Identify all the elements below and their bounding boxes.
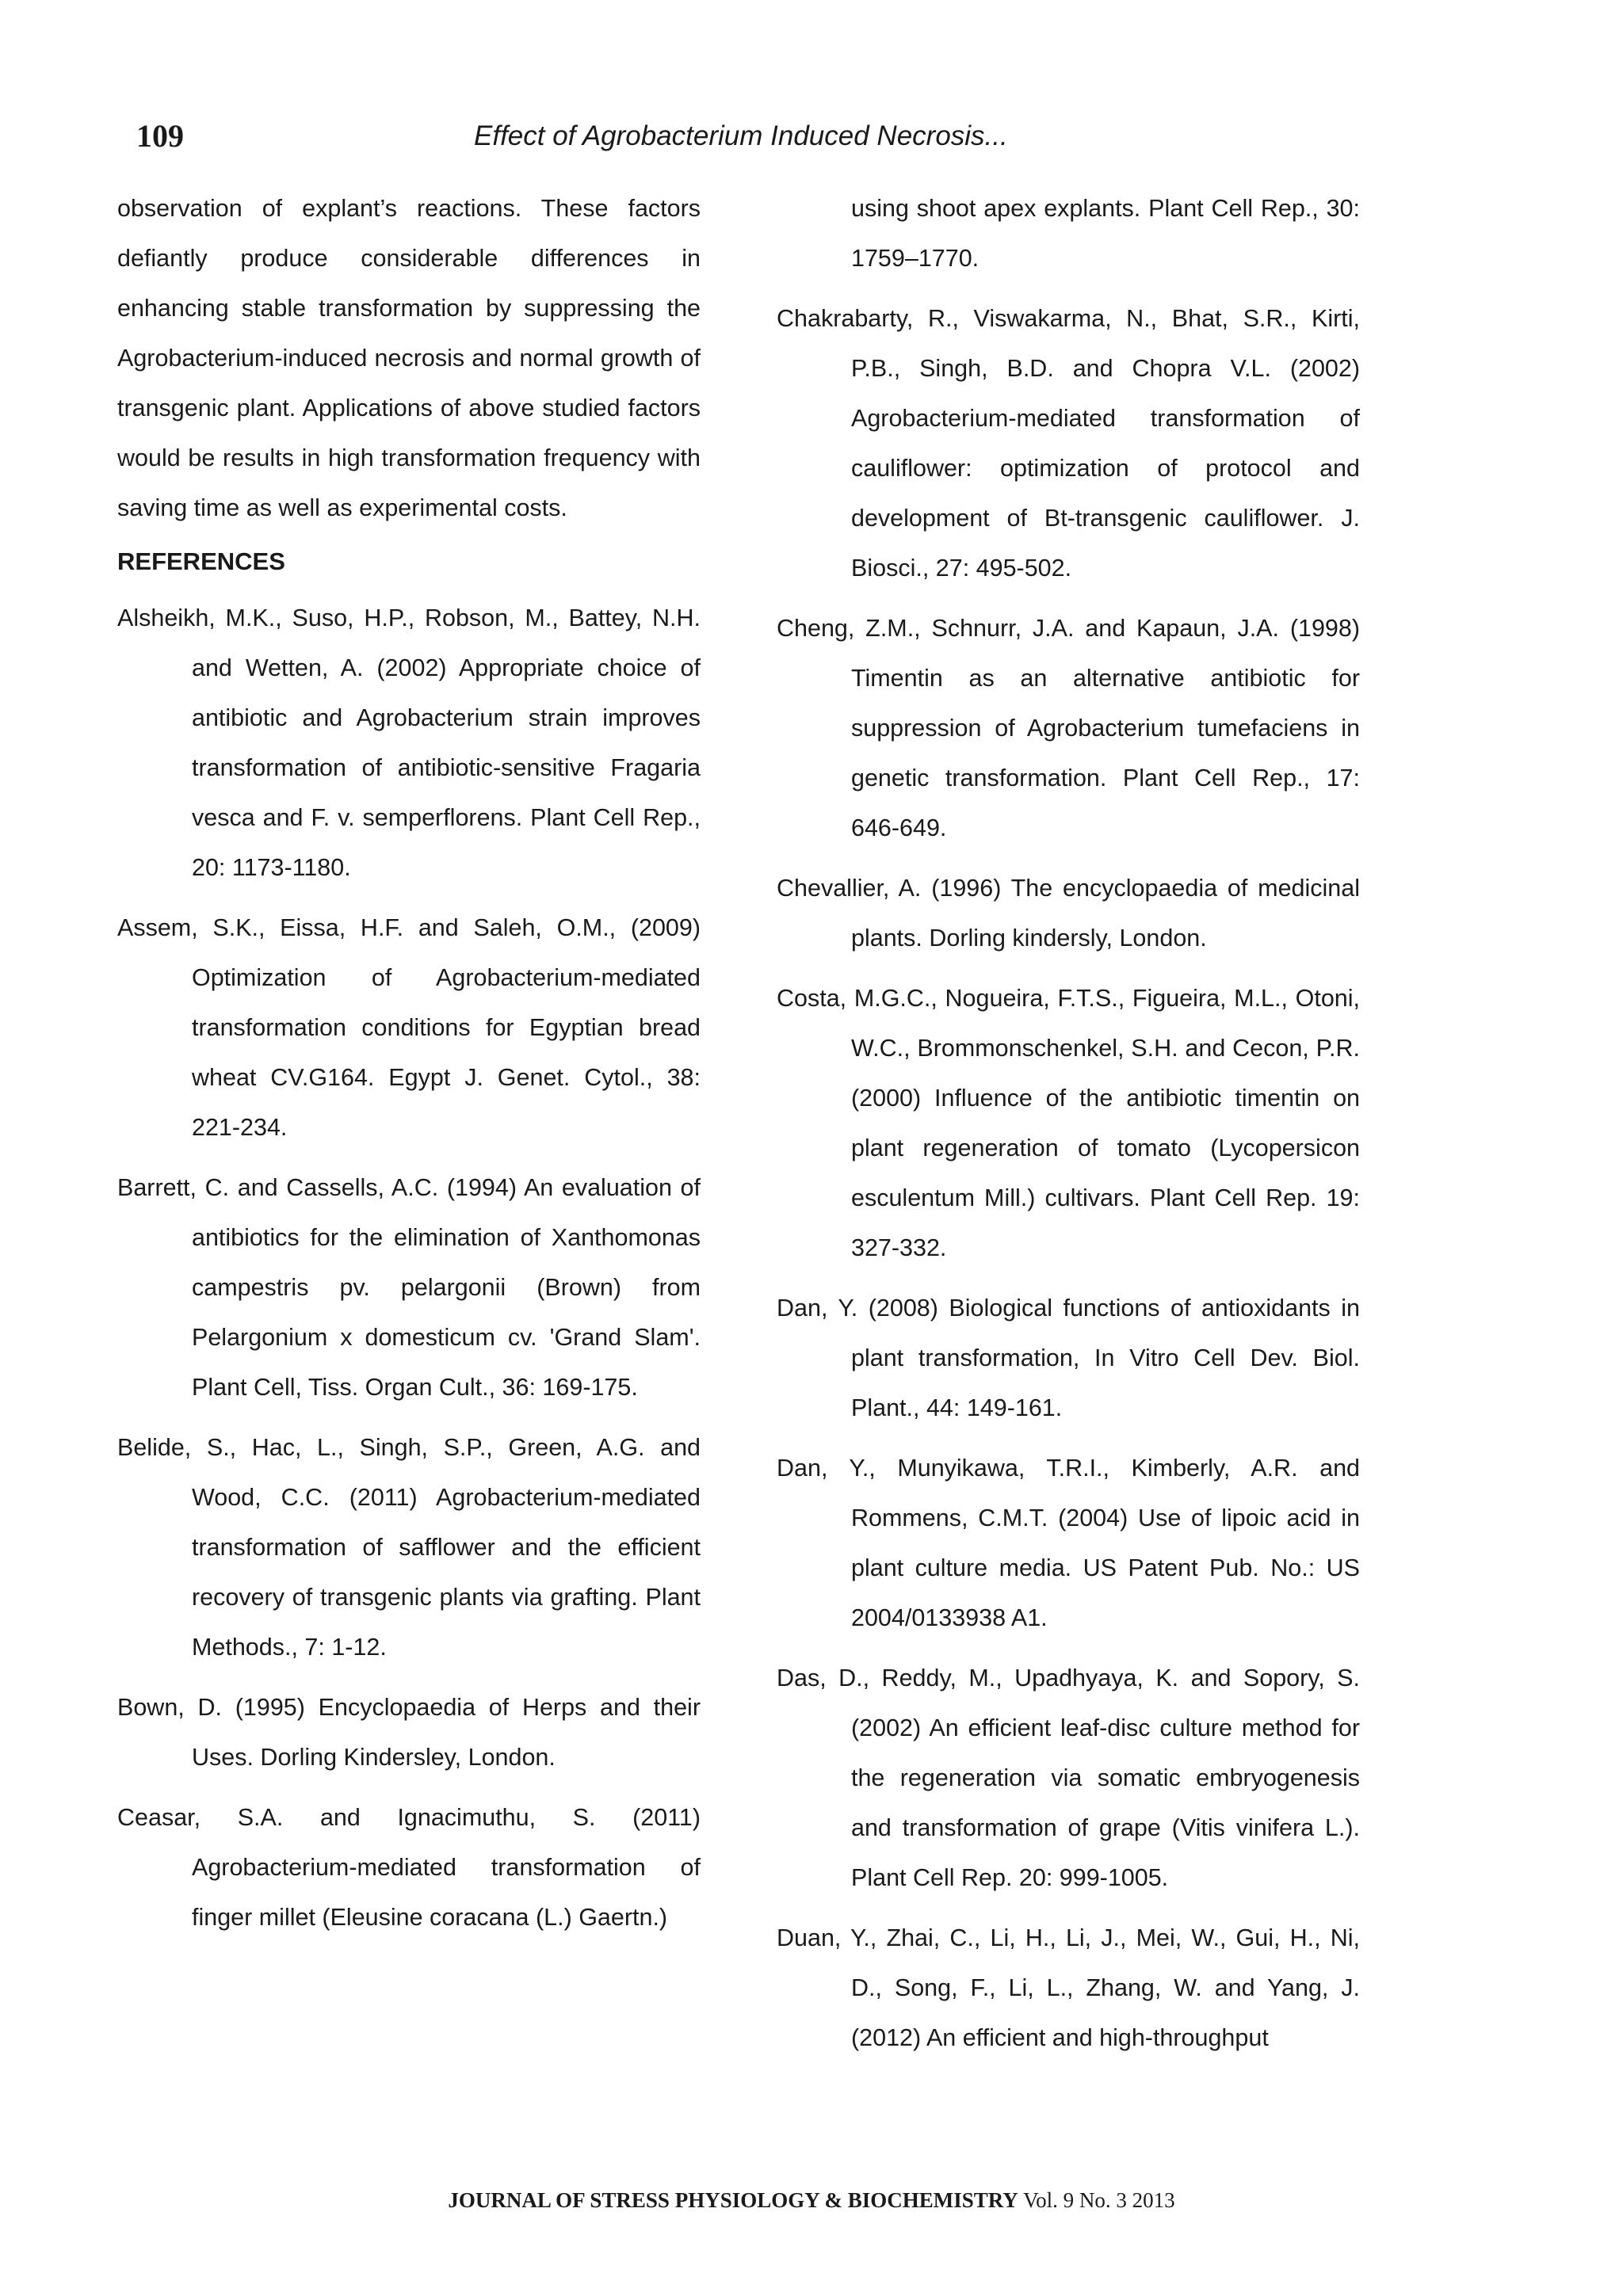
journal-issue: Vol. 9 No. 3 2013: [1023, 2188, 1175, 2212]
conclusion-paragraph: observation of explant’s reactions. These factors defiantly produce considerable differences in enhancing stable transformation by suppressing the Agrobacterium-induced necrosis and normal growth of transgenic plant. Applications of above studied factors would be results in high transformation frequency with saving time as well as experimental costs.: [117, 195, 701, 521]
page-number: 109: [136, 118, 184, 154]
journal-footer: [0, 2188, 1623, 2213]
reference-entry: Dan, Y. (2008) Biological functions of antioxidants in plant transformation, In Vitro Cell Dev. Biol. Plant., 44: 149-161.: [777, 1295, 1360, 1421]
reference-entry: Cheng, Z.M., Schnurr, J.A. and Kapaun, J.A. (1998) Timentin as an alternative antibiotic for suppression of Agrobacterium tumefaciens in genetic transformation. Plant Cell Rep., 17: 646-649.: [777, 615, 1360, 841]
reference-entry: Chevallier, A. (1996) The encyclopaedia of medicinal plants. Dorling kindersly, London.: [777, 875, 1360, 952]
journal-name: JOURNAL OF STRESS PHYSIOLOGY & BIOCHEMISTRY: [448, 2188, 1018, 2212]
right-column: [777, 184, 1360, 2073]
reference-entry: Ceasar, S.A. and Ignacimuthu, S. (2011) Agrobacterium-mediated transformation of finger millet (Eleusine coracana (L.) Gaertn.): [117, 1804, 701, 1931]
reference-entry: Dan, Y., Munyikawa, T.R.I., Kimberly, A.R. and Rommens, C.M.T. (2004) Use of lipoic acid in plant culture media. US Patent Pub. No.: US 2004/0133938 A1.: [777, 1455, 1360, 1631]
reference-entry: Chakrabarty, R., Viswakarma, N., Bhat, S.R., Kirti, P.B., Singh, B.D. and Chopra V.L. (2002) Agrobacterium-mediated transformation of cauliflower: optimization of protocol and development of Bt-transgenic cauliflower. J. Biosci., 27: 495-502.: [777, 305, 1360, 582]
reference-entry: Bown, D. (1995) Encyclopaedia of Herps and their Uses. Dorling Kindersley, London.: [117, 1694, 701, 1771]
reference-continuation: using shoot apex explants. Plant Cell Rep., 30: 1759–1770.: [851, 195, 1360, 272]
left-column: [117, 184, 701, 1953]
references-heading: REFERENCES: [117, 547, 285, 575]
reference-entry: Assem, S.K., Eissa, H.F. and Saleh, O.M., (2009) Optimization of Agrobacterium-mediated transformation conditions for Egyptian bread wheat CV.G164. Egypt J. Genet. Cytol., 38: 221-234.: [117, 914, 701, 1141]
reference-entry: Das, D., Reddy, M., Upadhyaya, K. and Sopory, S. (2002) An efficient leaf-disc culture method for the regeneration via somatic embryogenesis and transformation of grape (Vitis vinifera L.). Plant Cell Rep. 20: 999-1005.: [777, 1665, 1360, 1891]
reference-entry: Duan, Y., Zhai, C., Li, H., Li, J., Mei, W., Gui, H., Ni, D., Song, F., Li, L., Zhang, W. and Yang, J. (2012) An efficient and high-throughput: [777, 1924, 1360, 2051]
reference-entry: Belide, S., Hac, L., Singh, S.P., Green, A.G. and Wood, C.C. (2011) Agrobacterium-mediated transformation of safflower and the efficient recovery of transgenic plants via grafting. Plant Methods., 7: 1-12.: [117, 1434, 701, 1661]
reference-entry: Barrett, C. and Cassells, A.C. (1994) An evaluation of antibiotics for the elimination of Xanthomonas campestris pv. pelargonii (Brown) from Pelargonium x domesticum cv. 'Grand Slam'. Plant Cell, Tiss. Organ Cult., 36: 169-175.: [117, 1174, 701, 1401]
running-title: Effect of Agrobacterium Induced Necrosis...: [474, 120, 1008, 151]
reference-entry: Alsheikh, M.K., Suso, H.P., Robson, M., Battey, N.H. and Wetten, A. (2002) Appropriate choice of antibiotic and Agrobacterium strain improves transformation of antibiotic-sensitive Fragaria vesca and F. v. semperflorens. Plant Cell Rep., 20: 1173-1180.: [117, 605, 701, 881]
reference-entry: Costa, M.G.C., Nogueira, F.T.S., Figueira, M.L., Otoni, W.C., Brommonschenkel, S.H. and Cecon, P.R. (2000) Influence of the antibiotic timentin on plant regeneration of tomato (Lycopersicon esculentum Mill.) cultivars. Plant Cell Rep. 19: 327-332.: [777, 985, 1360, 1261]
